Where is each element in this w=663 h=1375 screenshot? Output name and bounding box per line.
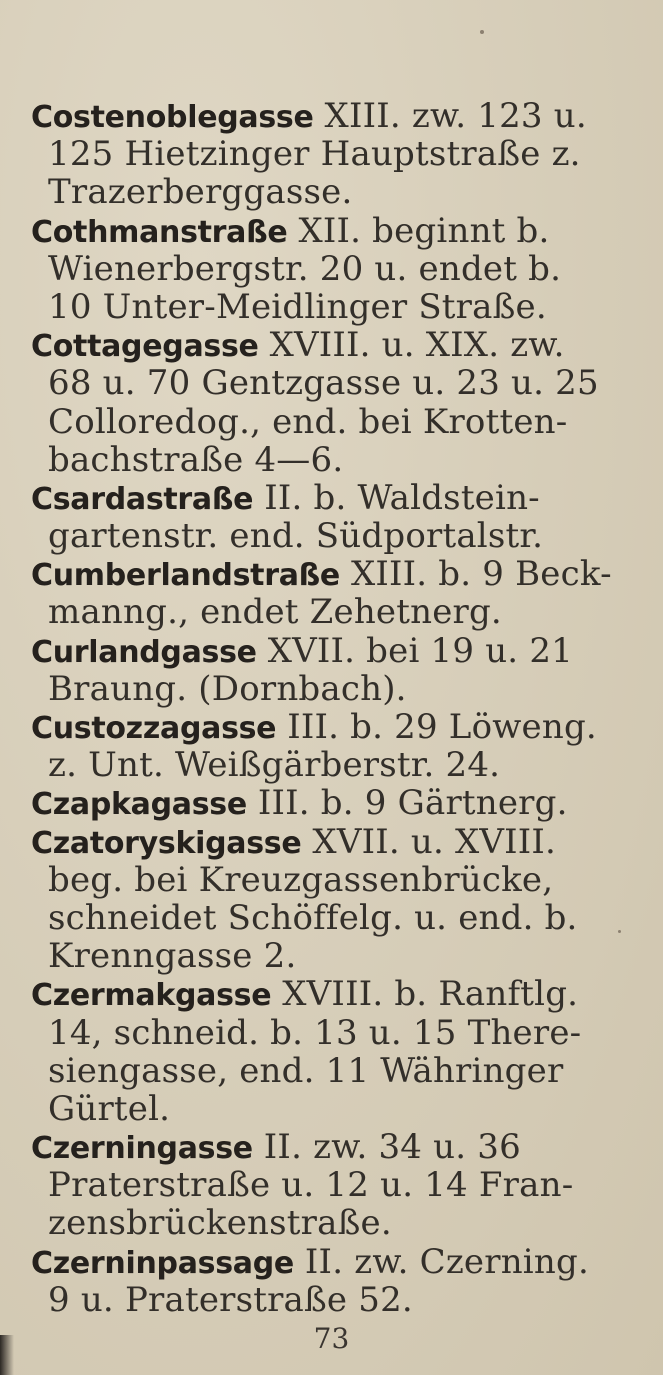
street-location: XVIII. u. XIX. zw. [258, 325, 565, 366]
paper-speck [480, 30, 484, 34]
street-name: Csardastraße [31, 481, 254, 517]
entry-continuation-line: manng., endet Zehetnerg. [48, 592, 502, 633]
entry-continuation-line: siengasse, end. 11 Währinger [48, 1050, 564, 1091]
entry-continuation-line: Gürtel. [48, 1088, 171, 1129]
entry-continuation-line: 10 Unter-Meidlinger Straße. [48, 286, 547, 327]
street-name: Czerningasse [31, 1131, 253, 1167]
entry-continuation-line: z. Unt. Weißgärberstr. 24. [48, 745, 501, 786]
street-entry-list [31, 97, 641, 1319]
entry-continuation-line: zensbrückenstraße. [48, 1203, 392, 1244]
street-entry [31, 1128, 641, 1243]
page-edge-shadow [0, 1335, 14, 1375]
street-entry [31, 823, 641, 976]
street-location: XIII. zw. 123 u. [313, 96, 587, 136]
entry-continuation-line: gartenstr. end. Südportalstr. [48, 516, 544, 557]
entry-continuation-line: Praterstraße u. 12 u. 14 Fran- [48, 1165, 574, 1206]
entry-continuation-line: 9 u. Praterstraße 52. [48, 1279, 413, 1320]
street-location: XVII. bei 19 u. 21 [256, 630, 573, 671]
street-location: III. b. 9 Gärtnerg. [246, 783, 568, 824]
street-entry [31, 708, 641, 784]
entry-first-line [31, 97, 641, 135]
entry-first-line [31, 708, 641, 746]
entry-first-line [31, 326, 641, 364]
entry-first-line [31, 1128, 641, 1166]
entry-continuation-line: 14, schneid. b. 13 u. 15 There- [48, 1012, 582, 1053]
street-entry [31, 555, 641, 631]
street-entry [31, 212, 641, 327]
entry-continuation-line: 125 Hietzinger Hauptstraße z. [48, 134, 581, 175]
street-location: XIII. b. 9 Beck- [339, 554, 612, 595]
entry-continuation-line: Colloredog., end. bei Krotten- [48, 401, 568, 442]
street-location: XII. beginnt b. [287, 210, 550, 251]
street-location: II. b. Waldstein- [253, 477, 540, 518]
entry-first-line [31, 212, 641, 250]
street-location: II. zw. Czerning. [293, 1241, 589, 1282]
entry-continuation-line: Trazerberggasse. [48, 172, 353, 213]
street-name: Cothmanstraße [31, 214, 288, 250]
entry-continuation-line: 68 u. 70 Gentzgasse u. 23 u. 25 [48, 363, 599, 404]
entry-continuation-line: Wienerbergstr. 20 u. endet b. [48, 248, 562, 289]
entry-first-line [31, 823, 641, 861]
street-name: Czatoryskigasse [31, 825, 302, 861]
street-name: Czerninpassage [31, 1245, 294, 1281]
street-entry [31, 975, 641, 1128]
entry-continuation-line: Braung. (Dornbach). [48, 668, 407, 709]
entry-continuation-line: schneidet Schöffelg. u. end. b. [48, 897, 578, 938]
street-location: XVII. u. XVIII. [301, 821, 557, 862]
street-entry [31, 326, 641, 479]
street-name: Czapkagasse [31, 787, 247, 823]
entry-first-line [31, 555, 641, 593]
entry-first-line [31, 479, 641, 517]
street-name: Cumberlandstraße [31, 558, 340, 594]
entry-first-line [31, 975, 641, 1013]
street-name: Custozzagasse [31, 711, 277, 746]
street-name: Curlandgasse [31, 634, 257, 670]
page-number: 73 [313, 1322, 350, 1355]
entry-first-line [31, 784, 641, 822]
street-entry [31, 97, 641, 212]
street-entry [31, 784, 641, 822]
entry-continuation-line: beg. bei Kreuzgassenbrücke, [48, 859, 554, 900]
street-location: III. b. 29 Löweng. [276, 707, 597, 747]
street-entry [31, 1243, 641, 1319]
street-name: Costenoblegasse [31, 100, 314, 135]
entry-first-line [31, 632, 641, 670]
entry-continuation-line: Krenngasse 2. [48, 936, 297, 977]
entry-first-line [31, 1243, 641, 1281]
street-entry [31, 479, 641, 555]
street-name: Cottagegasse [31, 329, 259, 365]
street-location: II. zw. 34 u. 36 [252, 1127, 521, 1168]
street-location: XVIII. b. Ranftlg. [271, 974, 579, 1015]
entry-continuation-line: bachstraße 4—6. [48, 439, 344, 480]
street-name: Czermakgasse [31, 978, 272, 1014]
street-entry [31, 632, 641, 708]
